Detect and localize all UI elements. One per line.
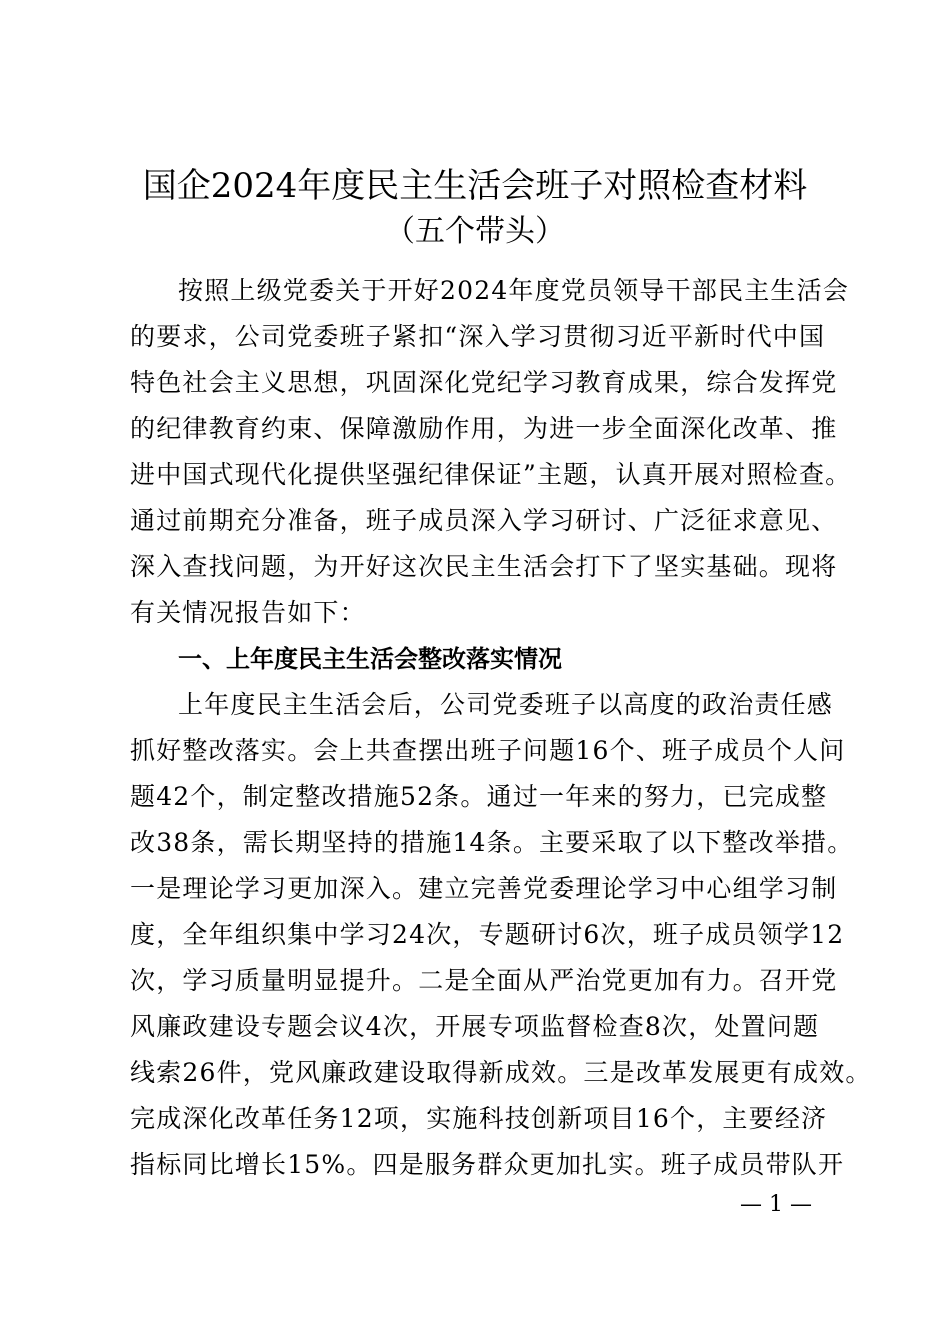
paragraph-line: 指标同比增长15%。四是服务群众更加扎实。班子成员带队开 (130, 1150, 845, 1179)
page-number: — 1 — (740, 1192, 812, 1217)
paragraph-line: 通过前期充分准备，班子成员深入学习研讨、广泛征求意见、 (130, 506, 838, 535)
paragraph-line: 进中国式现代化提供坚强纪律保证”主题，认真开展对照检查。 (130, 460, 852, 489)
document-title: 国企2024年度民主生活会班子对照检查材料 (142, 166, 808, 206)
paragraph-line: 度，全年组织集中学习24次，专题研讨6次，班子成员领学12 (130, 920, 845, 949)
paragraph-line: 有关情况报告如下： (130, 598, 366, 627)
paragraph-line: 上年度民主生活会后，公司党委班子以高度的政治责任感 (178, 690, 834, 719)
paragraph-line: 一是理论学习更加深入。建立完善党委理论学习中心组学习制 (130, 874, 838, 903)
paragraph-line: 按照上级党委关于开好2024年度党员领导干部民主生活会 (178, 276, 850, 305)
section-heading: 一、上年度民主生活会整改落实情况 (178, 645, 562, 673)
document-subtitle: （五个带头） (385, 214, 565, 249)
paragraph-line: 的纪律教育约束、保障激励作用，为进一步全面深化改革、推 (130, 414, 838, 443)
paragraph-line: 题42个，制定整改措施52条。通过一年来的努力，已完成整 (130, 782, 828, 811)
paragraph-line: 深入查找问题，为开好这次民主生活会打下了坚实基础。现将 (130, 552, 838, 581)
paragraph-line: 改38条，需长期坚持的措施14条。主要采取了以下整改举措。 (130, 828, 854, 857)
paragraph-line: 完成深化改革任务12项，实施科技创新项目16个，主要经济 (130, 1104, 828, 1133)
paragraph-line: 特色社会主义思想，巩固深化党纪学习教育成果，综合发挥党 (130, 368, 838, 397)
paragraph-line: 的要求，公司党委班子紧扣“深入学习贯彻习近平新时代中国 (130, 322, 826, 351)
paragraph-line: 抓好整改落实。会上共查摆出班子问题16个、班子成员个人问 (130, 736, 846, 765)
paragraph-line: 次，学习质量明显提升。二是全面从严治党更加有力。召开党 (130, 966, 838, 995)
paragraph-line: 风廉政建设专题会议4次，开展专项监督检查8次，处置问题 (130, 1012, 820, 1041)
paragraph-line: 线索26件，党风廉政建设取得新成效。三是改革发展更有成效。 (130, 1058, 872, 1087)
